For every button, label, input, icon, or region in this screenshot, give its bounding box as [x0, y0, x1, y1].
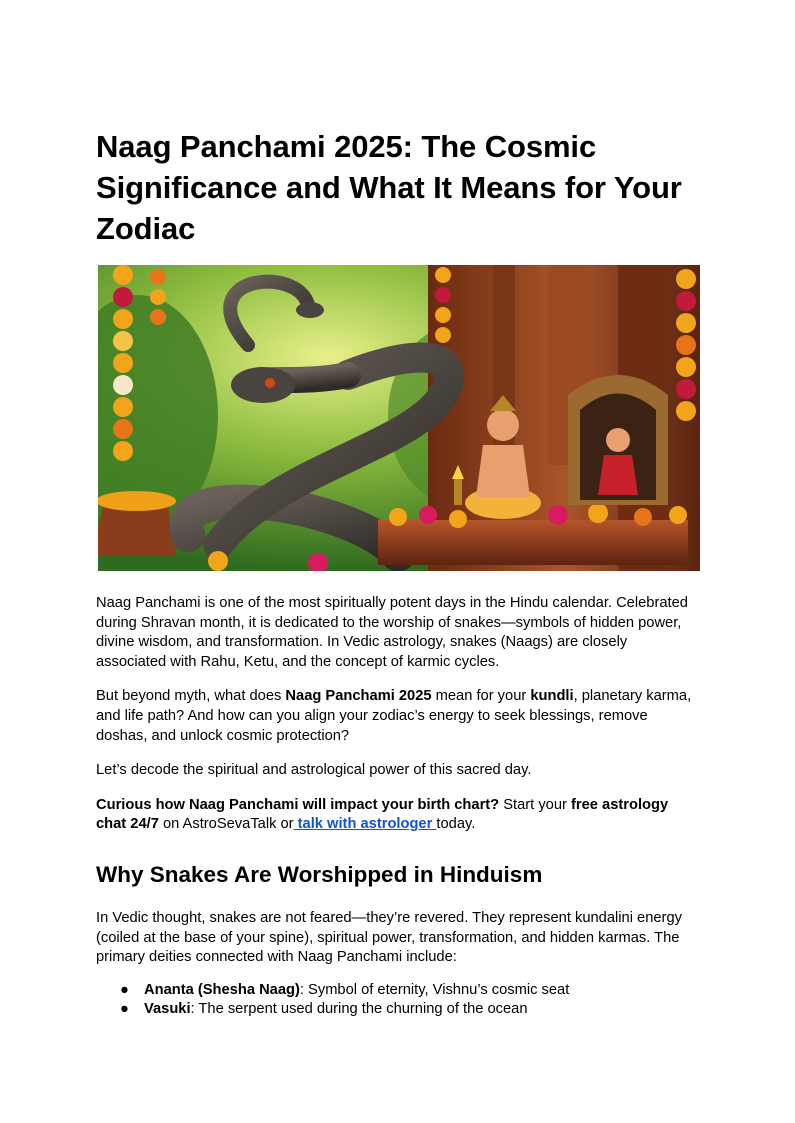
bullet-icon: ●: [120, 981, 129, 998]
deity-desc: : The serpent used during the churning of the ocean: [190, 1001, 528, 1018]
cta-question: Curious how Naag Panchami will impact your birth chart?: [96, 796, 500, 813]
talk-with-astrologer-link[interactable]: talk with astrologer: [293, 816, 437, 833]
section-paragraph: In Vedic thought, snakes are not feared—they’re revered. They represent kundalini energy (coiled at the base of your spine), spiritual power, transformation, and hidden karmas. The primary deities connected with Naag Panchami include:: [96, 909, 682, 966]
section-heading: Why Snakes Are Worshipped in Hinduism: [96, 861, 543, 887]
decode-paragraph: Let’s decode the spiritual and astrological power of this sacred day.: [96, 762, 532, 779]
cta-text-e: today.: [436, 816, 476, 833]
deity-desc: : Symbol of eternity, Vishnu’s cosmic seat: [299, 981, 570, 998]
hero-image: [98, 265, 700, 571]
kundli-text-b: Naag Panchami 2025: [285, 688, 432, 705]
cta-paragraph: [96, 796, 700, 835]
document-content: [96, 126, 700, 1020]
deity-list: [96, 981, 700, 1020]
list-item: [96, 1000, 700, 1020]
cta-free-chat: free astrology chat 24/7: [96, 796, 669, 833]
kundli-text-d: kundli: [530, 688, 574, 705]
kundli-text-e: , planetary karma, and life path? And how can you align your zodiac’s energy to seek blessings, remove doshas, and unlock cosmic protection?: [96, 688, 692, 744]
intro-paragraph: Naag Panchami is one of the most spiritually potent days in the Hindu calendar. Celebrated during Shravan month, it is dedicated to the worship of snakes—symbols of hidden power, divine wisdom, and transformation. In Vedic astrology, snakes (Naags) are closely associated with Rahu, Ketu, and the concept of karmic cycles.: [96, 595, 688, 670]
deity-name: Ananta (Shesha Naag): [144, 981, 300, 998]
kundli-text-c: mean for your: [431, 688, 531, 705]
page-title: Naag Panchami 2025: The Cosmic Significance and What It Means for Your Zodiac: [96, 129, 682, 246]
deity-name: Vasuki: [144, 1001, 191, 1018]
cta-text-b: Start your: [499, 796, 571, 813]
kundli-paragraph: [96, 687, 700, 746]
bullet-icon: ●: [120, 1001, 129, 1018]
list-item: [96, 981, 700, 1001]
hero-illustration: [98, 265, 700, 571]
cta-text-d: on AstroSevaTalk or: [158, 816, 294, 833]
kundli-text-a: But beyond myth, what does: [96, 688, 286, 705]
